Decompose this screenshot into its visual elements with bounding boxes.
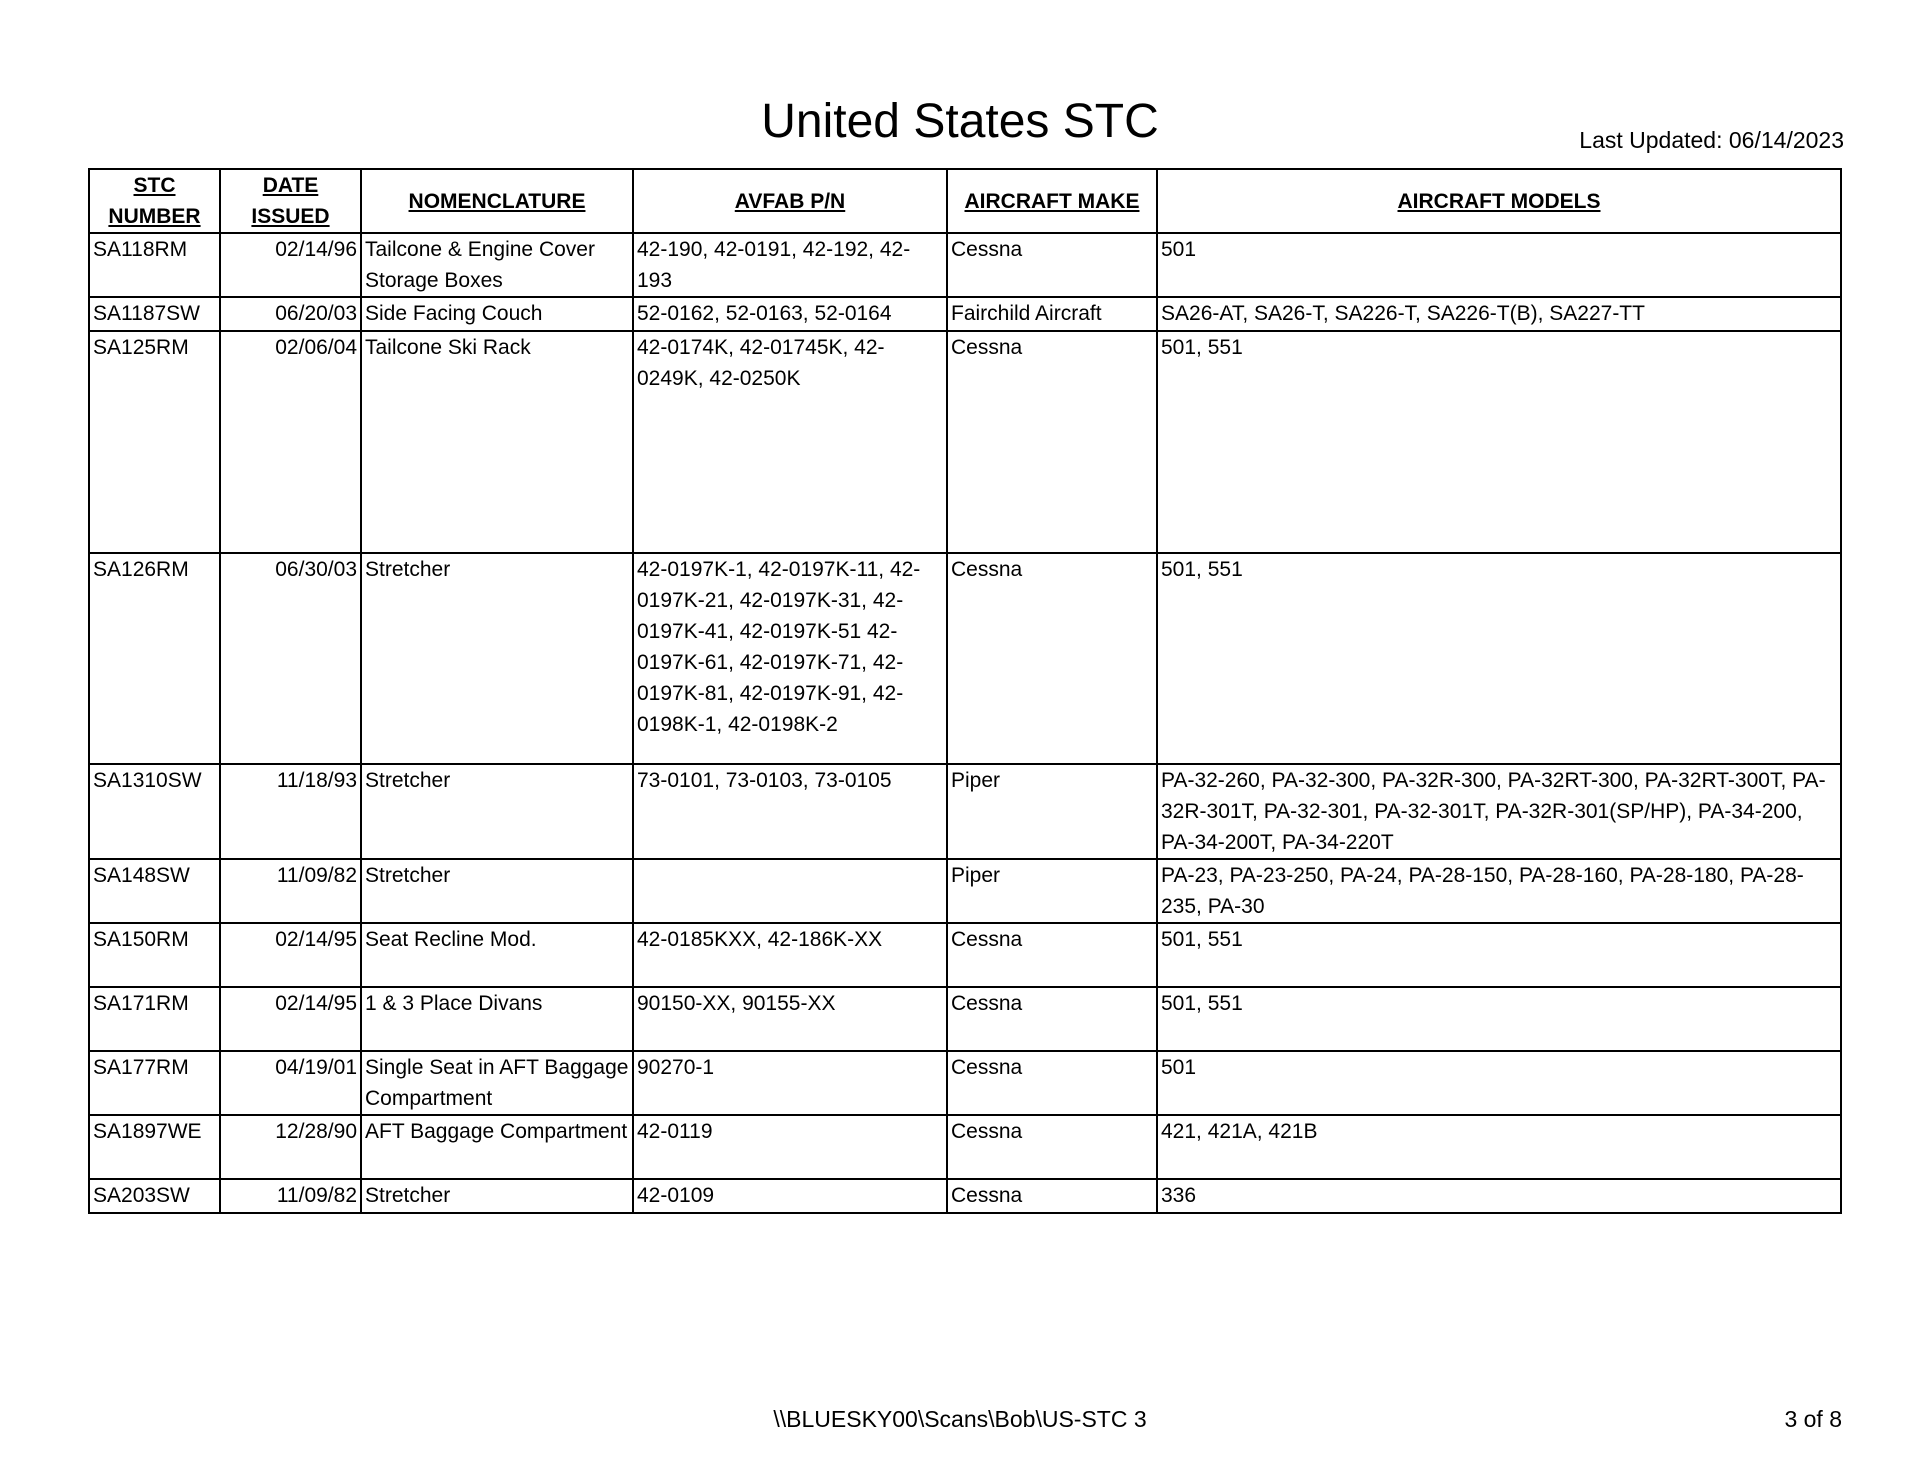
cell-avfab-pn: 42-190, 42-0191, 42-192, 42-193 [633,233,947,297]
cell-stc-number: SA171RM [89,987,220,1051]
cell-avfab-pn: 90150-XX, 90155-XX [633,987,947,1051]
cell-date-issued: 12/28/90 [220,1115,361,1179]
cell-avfab-pn [633,859,947,923]
cell-date-issued: 02/14/96 [220,233,361,297]
cell-avfab-pn: 42-0197K-1, 42-0197K-11, 42-0197K-21, 42-0197K-31, 42-0197K-41, 42-0197K-51 42-0197K-61, 42-0197K-71, 42-0197K-81, 42-0197K-91, 42-0198K-1, 42-0198K-2 [633,553,947,764]
header-date-issued: DATE ISSUED [220,169,361,233]
cell-aircraft-make: Cessna [947,1115,1157,1179]
cell-aircraft-models: PA-23, PA-23-250, PA-24, PA-28-150, PA-28-160, PA-28-180, PA-28-235, PA-30 [1157,859,1841,923]
cell-avfab-pn: 42-0119 [633,1115,947,1179]
cell-aircraft-make: Cessna [947,923,1157,987]
cell-nomenclature: AFT Baggage Compartment [361,1115,633,1179]
page-title: United States STC [761,95,1159,148]
cell-aircraft-models: 501, 551 [1157,987,1841,1051]
cell-nomenclature: Stretcher [361,1179,633,1213]
header-aircraft-make: AIRCRAFT MAKE [947,169,1157,233]
cell-nomenclature: Side Facing Couch [361,297,633,331]
table-row [89,764,1841,859]
cell-aircraft-make: Cessna [947,1051,1157,1115]
cell-aircraft-models: 421, 421A, 421B [1157,1115,1841,1179]
cell-date-issued: 02/14/95 [220,923,361,987]
footer-page-number: 3 of 8 [1784,1406,1842,1432]
cell-aircraft-models: 501, 551 [1157,923,1841,987]
cell-aircraft-make: Fairchild Aircraft [947,297,1157,331]
cell-date-issued: 06/30/03 [220,553,361,764]
cell-stc-number: SA125RM [89,331,220,553]
cell-avfab-pn: 52-0162, 52-0163, 52-0164 [633,297,947,331]
table-row [89,1051,1841,1115]
cell-avfab-pn: 42-0185KXX, 42-186K-XX [633,923,947,987]
table-row [89,233,1841,297]
cell-stc-number: SA1187SW [89,297,220,331]
last-updated-date: Last Updated: 06/14/2023 [1579,127,1844,153]
cell-avfab-pn: 90270-1 [633,1051,947,1115]
cell-aircraft-make: Cessna [947,987,1157,1051]
cell-date-issued: 06/20/03 [220,297,361,331]
header-nomenclature: NOMENCLATURE [361,169,633,233]
cell-aircraft-make: Cessna [947,1179,1157,1213]
cell-aircraft-models: 501, 551 [1157,331,1841,553]
table-row [89,859,1841,923]
table-row [89,1179,1841,1213]
cell-nomenclature: Stretcher [361,553,633,764]
cell-nomenclature: Tailcone & Engine Cover Storage Boxes [361,233,633,297]
cell-date-issued: 11/09/82 [220,1179,361,1213]
cell-nomenclature: Stretcher [361,859,633,923]
cell-aircraft-make: Cessna [947,553,1157,764]
table-row [89,1115,1841,1179]
cell-stc-number: SA177RM [89,1051,220,1115]
cell-date-issued: 02/14/95 [220,987,361,1051]
cell-stc-number: SA203SW [89,1179,220,1213]
cell-stc-number: SA118RM [89,233,220,297]
table-row [89,987,1841,1051]
cell-stc-number: SA1310SW [89,764,220,859]
cell-aircraft-make: Cessna [947,331,1157,553]
cell-stc-number: SA150RM [89,923,220,987]
cell-nomenclature: 1 & 3 Place Divans [361,987,633,1051]
cell-aircraft-models: 336 [1157,1179,1841,1213]
stc-table [88,168,1842,1214]
header-aircraft-models: AIRCRAFT MODELS [1157,169,1841,233]
cell-date-issued: 04/19/01 [220,1051,361,1115]
cell-aircraft-models: PA-32-260, PA-32-300, PA-32R-300, PA-32RT-300, PA-32RT-300T, PA-32R-301T, PA-32-301, PA-32-301T, PA-32R-301(SP/HP), PA-34-200, PA-34-200T, PA-34-220T [1157,764,1841,859]
cell-stc-number: SA1897WE [89,1115,220,1179]
cell-aircraft-models: SA26-AT, SA26-T, SA226-T, SA226-T(B), SA227-TT [1157,297,1841,331]
cell-nomenclature: Single Seat in AFT Baggage Compartment [361,1051,633,1115]
cell-avfab-pn: 42-0109 [633,1179,947,1213]
cell-nomenclature: Seat Recline Mod. [361,923,633,987]
cell-aircraft-make: Cessna [947,233,1157,297]
table-row [89,553,1841,764]
cell-aircraft-make: Piper [947,859,1157,923]
header-avfab-pn: AVFAB P/N [633,169,947,233]
cell-nomenclature: Stretcher [361,764,633,859]
cell-aircraft-models: 501 [1157,233,1841,297]
cell-date-issued: 02/06/04 [220,331,361,553]
cell-stc-number: SA126RM [89,553,220,764]
cell-aircraft-models: 501 [1157,1051,1841,1115]
table-row [89,331,1841,553]
cell-avfab-pn: 42-0174K, 42-01745K, 42-0249K, 42-0250K [633,331,947,553]
table-header-row [89,169,1841,233]
cell-aircraft-make: Piper [947,764,1157,859]
header-stc-number: STC NUMBER [89,169,220,233]
table-row [89,923,1841,987]
cell-date-issued: 11/18/93 [220,764,361,859]
cell-nomenclature: Tailcone Ski Rack [361,331,633,553]
cell-stc-number: SA148SW [89,859,220,923]
cell-date-issued: 11/09/82 [220,859,361,923]
cell-aircraft-models: 501, 551 [1157,553,1841,764]
table-row [89,297,1841,331]
footer-file-path: \\BLUESKY00\Scans\Bob\US-STC 3 [773,1406,1147,1432]
cell-avfab-pn: 73-0101, 73-0103, 73-0105 [633,764,947,859]
